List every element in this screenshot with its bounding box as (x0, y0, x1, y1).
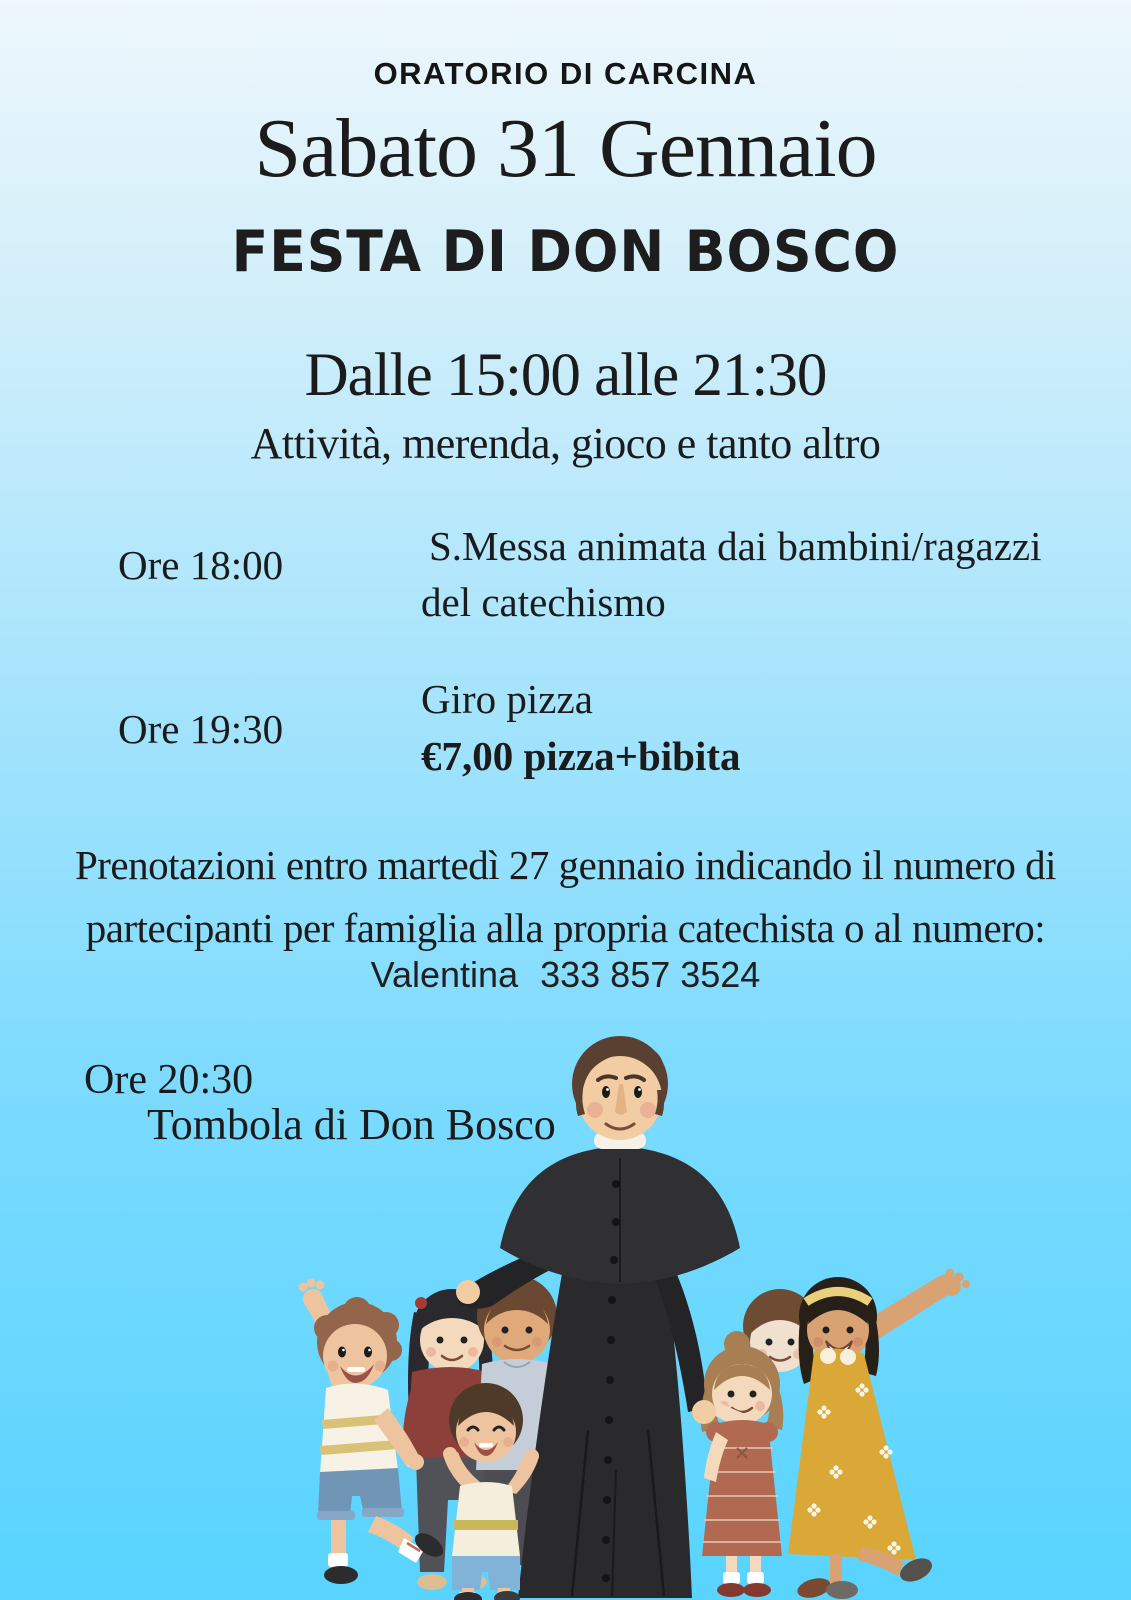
event-subtitle: Attività, merenda, gioco e tanto altro (250, 419, 881, 468)
child-girl-rust-dress (701, 1331, 784, 1597)
schedule-desc-1 (421, 518, 1101, 630)
evening-event: Tombola di Don Bosco (147, 1100, 556, 1149)
time-range: Dalle 15:00 alle 21:30 (304, 342, 827, 409)
organization-name: ORATORIO DI CARCINA (373, 56, 758, 91)
contact-line (0, 954, 1131, 996)
schedule-desc-2-line1: Giro pizza (421, 676, 593, 722)
event-title: FESTA DI DON BOSCO (231, 219, 900, 285)
booking-line1: Prenotazioni entro martedì 27 gennaio indicando il numero di (74, 842, 1057, 888)
booking-info (0, 834, 1131, 960)
booking-line2: partecipanti per famiglia alla propria catechista o al numero: (85, 905, 1046, 951)
don-bosco-right-hand (692, 1400, 716, 1424)
child-girl-yellow-dress (788, 1269, 970, 1600)
evening-time: Ore 20:30 (84, 1057, 254, 1103)
schedule-time-2: Ore 19:30 (118, 706, 284, 752)
schedule-desc-1-line2: del catechismo (421, 579, 666, 625)
schedule-desc-2 (421, 671, 1101, 785)
event-date: Sabato 31 Gennaio (254, 102, 877, 195)
don-bosco-left-hand (456, 1280, 480, 1304)
schedule-time-1: Ore 18:00 (118, 542, 284, 588)
contact-name: Valentina (370, 954, 519, 995)
contact-phone: 333 857 3524 (540, 954, 761, 995)
schedule-desc-1-line1: S.Messa animata dai bambini/ragazzi (429, 523, 1042, 569)
schedule-price: €7,00 pizza+bibita (421, 733, 741, 779)
